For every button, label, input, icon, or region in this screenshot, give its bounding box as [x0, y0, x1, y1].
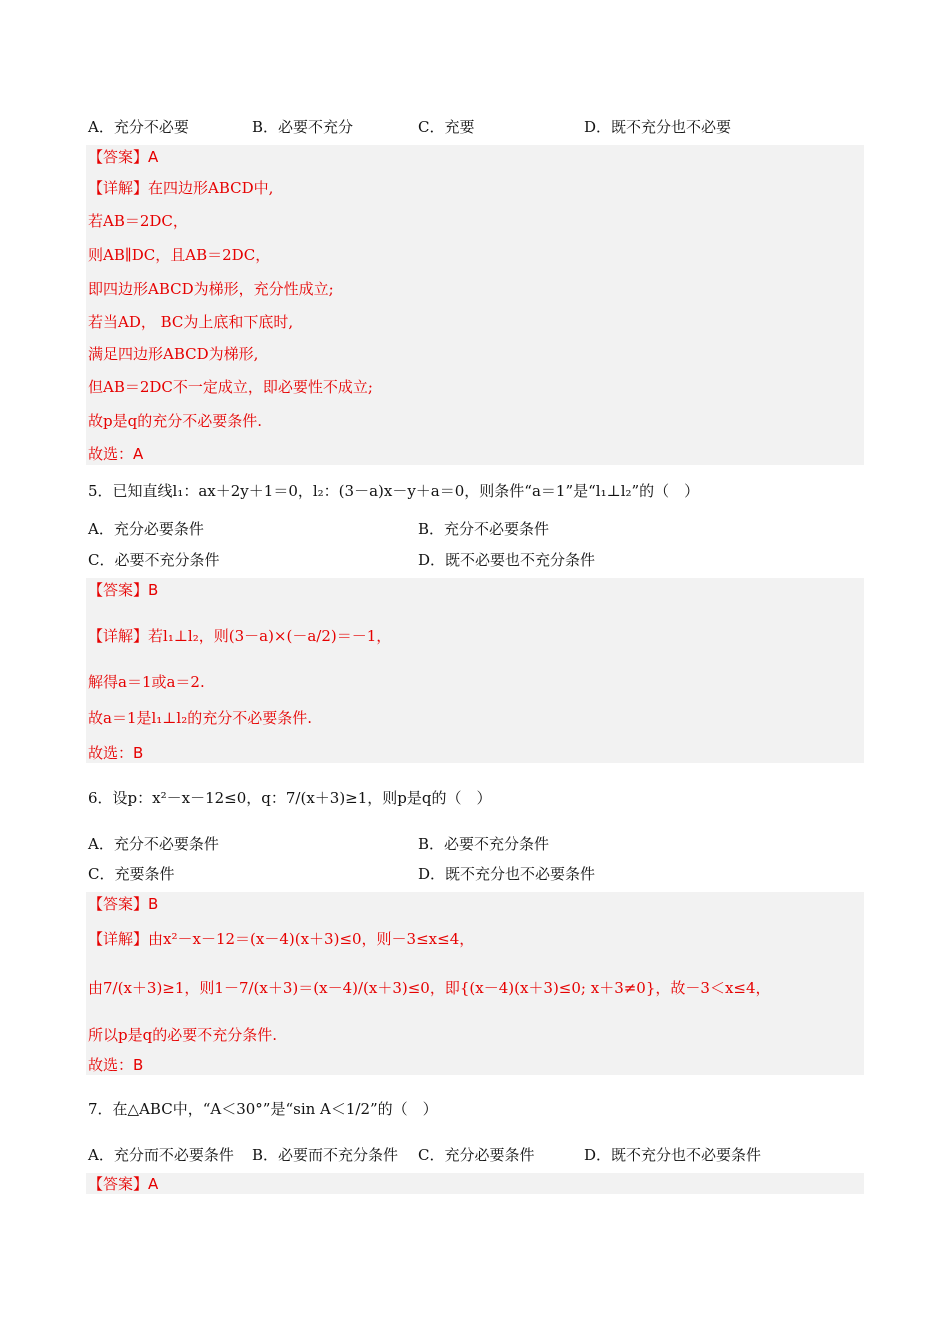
q4-detail-line-4: 即四边形ABCD为梯形，充分性成立; [88, 280, 334, 298]
q6-answer: 【答案】B [88, 895, 159, 913]
q6-option-d: D．既不充分也不必要条件 [418, 865, 596, 883]
q5-option-c: C．必要不充分条件 [88, 551, 220, 569]
q5-detail-line-4: 故选：B [88, 744, 144, 762]
q6-option-a: A．充分不必要条件 [88, 835, 219, 853]
q4-detail-line-9: 故选：A [88, 445, 144, 463]
q5-option-b: B．充分不必要条件 [418, 520, 550, 538]
q4-detail-line-1: 【详解】在四边形ABCD中, [88, 179, 274, 197]
q4-detail-line-5: 若当AD， BC为上底和下底时, [88, 313, 294, 331]
q4-answer: 【答案】A [88, 148, 159, 166]
q4-option-d: D．既不充分也不必要 [584, 118, 732, 136]
q4-detail-line-3: 则AB∥DC，且AB＝2DC， [88, 246, 271, 264]
q5-option-a: A．充分必要条件 [88, 520, 204, 538]
q4-detail-line-8: 故p是q的充分不必要条件. [88, 412, 262, 430]
q5-detail-line-2: 解得a＝1或a＝2. [88, 673, 205, 691]
q6-option-b: B．必要不充分条件 [418, 835, 550, 853]
q7-option-d: D．既不充分也不必要条件 [584, 1146, 762, 1164]
q4-detail-line-7: 但AB＝2DC不一定成立，即必要性不成立; [88, 378, 373, 396]
q7-stem: 7．在△ABC中，“A＜30°”是“sin A＜1/2”的（ ） [88, 1100, 438, 1118]
q5-stem: 5．已知直线l₁：ax＋2y＋1＝0，l₂：(3－a)x－y＋a＝0，则条件“a＝1”是“l₁⊥l₂”的（ ） [88, 482, 700, 500]
q4-option-c: C．充要 [418, 118, 475, 136]
q6-detail-line-3: 所以p是q的必要不充分条件. [88, 1026, 277, 1044]
q7-option-b: B．必要而不充分条件 [252, 1146, 399, 1164]
q5-detail-line-3: 故a＝1是l₁⊥l₂的充分不必要条件. [88, 709, 312, 727]
q4-detail-line-6: 满足四边形ABCD为梯形, [88, 345, 259, 363]
q7-answer: 【答案】A [88, 1175, 159, 1193]
q6-stem: 6．设p：x²－x－12≤0，q：7/(x＋3)≥1，则p是q的（ ） [88, 789, 492, 807]
q4-detail-line-2: 若AB＝2DC， [88, 212, 188, 230]
q5-option-d: D．既不必要也不充分条件 [418, 551, 596, 569]
q6-detail-line-4: 故选：B [88, 1056, 144, 1074]
q5-detail-line-1: 【详解】若l₁⊥l₂，则(3－a)×(－a/2)＝－1， [88, 627, 392, 645]
q7-answer-block [86, 1173, 864, 1194]
q6-detail-line-1: 【详解】由x²－x－12＝(x－4)(x＋3)≤0，则－3≤x≤4， [88, 930, 475, 948]
q7-option-c: C．充分必要条件 [418, 1146, 535, 1164]
q7-option-a: A．充分而不必要条件 [88, 1146, 234, 1164]
q6-option-c: C．充要条件 [88, 865, 175, 883]
q5-answer-block [86, 578, 864, 763]
q4-option-b: B．必要不充分 [252, 118, 354, 136]
q5-answer: 【答案】B [88, 581, 159, 599]
q4-option-a: A．充分不必要 [88, 118, 189, 136]
q6-detail-line-2: 由7/(x＋3)≥1，则1－7/(x＋3)＝(x－4)/(x＋3)≤0，即{(x－4)(x＋3)≤0; x＋3≠0}，故－3＜x≤4， [88, 979, 771, 997]
